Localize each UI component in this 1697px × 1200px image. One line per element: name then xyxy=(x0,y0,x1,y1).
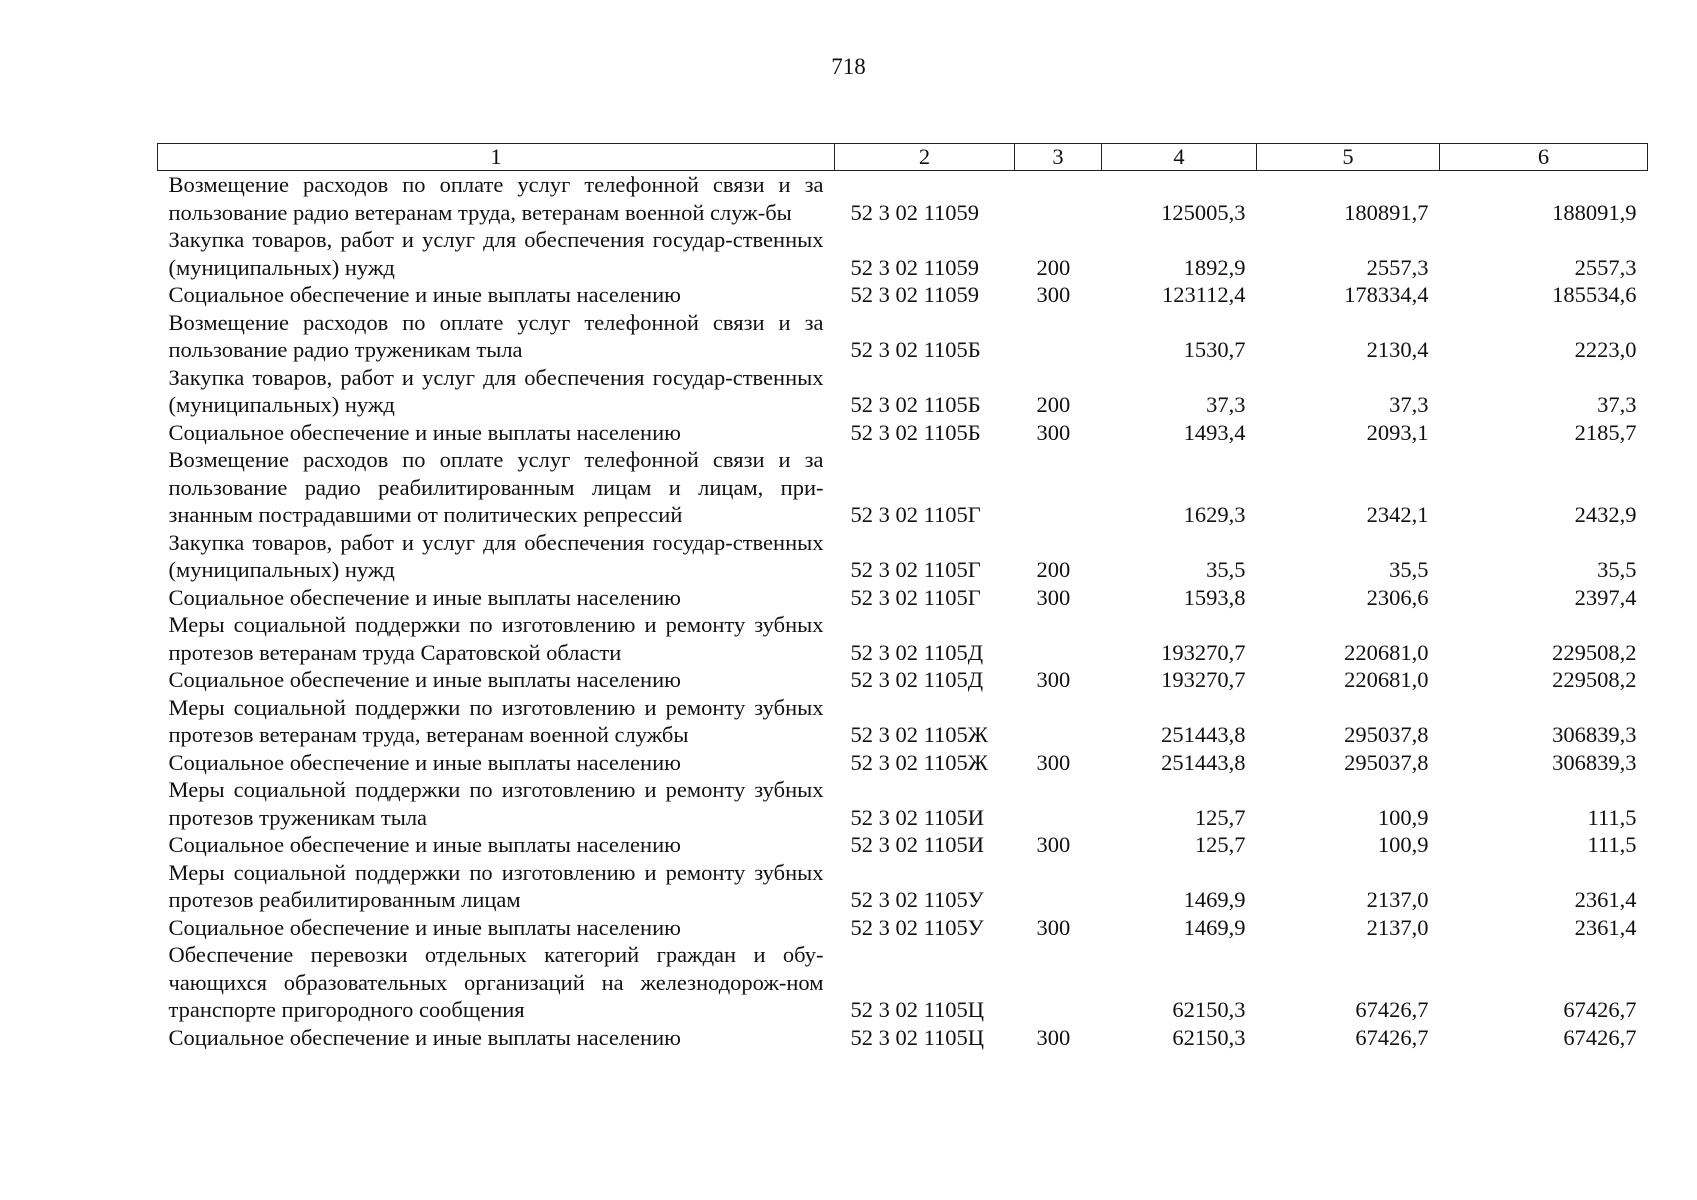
expense-type-cell xyxy=(1015,941,1102,1024)
item-name-cell: Возмещение расходов по оплате услуг телефонной связи и за пользование радио реабилитированным лицам и лицам, при-знанным пострадавшими от политических репрессий xyxy=(168,447,824,527)
value-col6-cell: 2432,9 xyxy=(1574,502,1637,527)
target-code-cell: 52 3 02 11059 xyxy=(850,282,980,307)
table-row xyxy=(158,309,1648,364)
table-row xyxy=(158,226,1648,281)
value-col4-cell: 62150,3 xyxy=(1172,997,1246,1022)
value-col4-cell: 125,7 xyxy=(1194,832,1246,857)
column-header-5: 5 xyxy=(1257,144,1440,171)
value-col6-cell: 2185,7 xyxy=(1574,419,1637,445)
item-name-cell: Меры социальной поддержки по изготовлению и ремонту зубных протезов реабилитированным лицам xyxy=(168,859,824,912)
value-col5-cell: 37,3 xyxy=(1389,392,1429,417)
target-code-cell: 52 3 02 1105Ц xyxy=(850,1024,985,1050)
value-col6-cell: 67426,7 xyxy=(1563,1024,1637,1050)
value-col5-cell: 67426,7 xyxy=(1355,1024,1429,1050)
item-name-cell: Меры социальной поддержки по изготовлению и ремонту зубных протезов труженикам тыла xyxy=(168,777,824,830)
target-code-cell: 52 3 02 1105Г xyxy=(850,557,981,582)
value-col4-cell: 1493,4 xyxy=(1183,419,1246,445)
item-name-cell: Социальное обеспечение и иные выплаты населению xyxy=(168,282,681,307)
target-code-cell: 52 3 02 1105Б xyxy=(850,419,981,445)
value-col6-cell: 188091,9 xyxy=(1552,199,1637,225)
value-col5-cell: 295037,8 xyxy=(1344,749,1429,775)
value-col5-cell: 220681,0 xyxy=(1344,639,1429,665)
column-header-4: 4 xyxy=(1102,144,1257,171)
value-col4-cell: 37,3 xyxy=(1206,392,1246,417)
value-col4-cell: 125,7 xyxy=(1194,804,1246,830)
value-col5-cell: 2093,1 xyxy=(1366,419,1429,445)
target-code-cell: 52 3 02 1105Г xyxy=(850,502,981,527)
value-col5-cell: 2306,6 xyxy=(1366,584,1429,610)
table-row xyxy=(158,941,1648,1024)
expense-type-cell: 300 xyxy=(1036,282,1071,307)
expense-type-cell: 300 xyxy=(1036,1024,1071,1050)
value-col5-cell: 178334,4 xyxy=(1344,282,1429,307)
target-code-cell: 52 3 02 1105Д xyxy=(850,667,984,692)
column-header-2: 2 xyxy=(835,144,1015,171)
value-col5-cell: 35,5 xyxy=(1389,557,1429,582)
expense-type-cell: 300 xyxy=(1036,667,1071,692)
table-row xyxy=(158,776,1648,831)
expense-type-cell: 300 xyxy=(1036,584,1071,610)
table-row xyxy=(158,694,1648,749)
target-code-cell: 52 3 02 1105Б xyxy=(850,392,981,417)
target-code-cell: 52 3 02 1105Д xyxy=(850,639,984,665)
table-row xyxy=(158,446,1648,529)
value-col6-cell: 2557,3 xyxy=(1574,254,1637,280)
value-col5-cell: 100,9 xyxy=(1377,804,1429,830)
value-col5-cell: 100,9 xyxy=(1377,832,1429,857)
value-col6-cell: 2361,4 xyxy=(1574,914,1637,940)
budget-table xyxy=(157,143,1648,1051)
value-col6-cell: 306839,3 xyxy=(1552,749,1637,775)
table-row xyxy=(158,1024,1648,1052)
table-row xyxy=(158,831,1648,859)
expense-type-cell xyxy=(1015,776,1102,831)
expense-type-cell xyxy=(1015,309,1102,364)
target-code-cell: 52 3 02 1105И xyxy=(850,804,985,830)
target-code-cell: 52 3 02 11059 xyxy=(850,254,980,280)
table-row xyxy=(158,281,1648,309)
value-col4-cell: 193270,7 xyxy=(1161,667,1246,692)
item-name-cell: Социальное обеспечение и иные выплаты населению xyxy=(168,667,681,692)
expense-type-cell: 300 xyxy=(1036,914,1071,940)
value-col4-cell: 1892,9 xyxy=(1183,254,1246,280)
column-header-6: 6 xyxy=(1440,144,1648,171)
table-row xyxy=(158,611,1648,666)
value-col4-cell: 1629,3 xyxy=(1183,502,1246,527)
value-col6-cell: 229508,2 xyxy=(1552,639,1637,665)
item-name-cell: Меры социальной поддержки по изготовлению и ремонту зубных протезов ветеранам труда Саратовской области xyxy=(168,612,824,665)
value-col6-cell: 306839,3 xyxy=(1552,722,1637,747)
value-col4-cell: 1469,9 xyxy=(1183,914,1246,940)
table-row xyxy=(158,419,1648,447)
value-col6-cell: 229508,2 xyxy=(1552,667,1637,692)
item-name-cell: Возмещение расходов по оплате услуг телефонной связи и за пользование радио труженикам тыла xyxy=(168,309,824,362)
item-name-cell: Меры социальной поддержки по изготовлению и ремонту зубных протезов ветеранам труда, ветеранам военной службы xyxy=(168,694,824,747)
value-col4-cell: 125005,3 xyxy=(1161,199,1246,225)
value-col6-cell: 67426,7 xyxy=(1563,997,1637,1022)
value-col4-cell: 1530,7 xyxy=(1183,337,1246,362)
expense-type-cell: 300 xyxy=(1036,419,1071,445)
item-name-cell: Закупка товаров, работ и услуг для обеспечения государ-ственных (муниципальных) нужд xyxy=(168,227,824,280)
value-col4-cell: 62150,3 xyxy=(1172,1024,1246,1050)
value-col4-cell: 193270,7 xyxy=(1161,639,1246,665)
value-col5-cell: 67426,7 xyxy=(1355,997,1429,1022)
column-header-3: 3 xyxy=(1015,144,1102,171)
expense-type-cell xyxy=(1015,611,1102,666)
expense-type-cell xyxy=(1015,171,1102,227)
target-code-cell: 52 3 02 1105Г xyxy=(850,584,981,610)
value-col6-cell: 185534,6 xyxy=(1552,282,1637,307)
expense-type-cell xyxy=(1015,446,1102,529)
item-name-cell: Закупка товаров, работ и услуг для обеспечения государ-ственных (муниципальных) нужд xyxy=(168,364,824,417)
value-col5-cell: 220681,0 xyxy=(1344,667,1429,692)
item-name-cell: Социальное обеспечение и иные выплаты населению xyxy=(168,419,681,445)
expense-type-cell: 300 xyxy=(1036,832,1071,857)
value-col4-cell: 35,5 xyxy=(1206,557,1246,582)
value-col6-cell: 2361,4 xyxy=(1574,887,1637,912)
target-code-cell: 52 3 02 1105Ц xyxy=(850,997,985,1022)
value-col6-cell: 2397,4 xyxy=(1574,584,1637,610)
item-name-cell: Обеспечение перевозки отдельных категорий граждан и обу-чающихся образовательных организаций на железнодорож-ном транспорте пригородного сообщения xyxy=(168,942,824,1022)
value-col5-cell: 2130,4 xyxy=(1366,337,1429,362)
table-row xyxy=(158,749,1648,777)
expense-type-cell xyxy=(1015,694,1102,749)
table-row xyxy=(158,529,1648,584)
table-row xyxy=(158,364,1648,419)
table-row xyxy=(158,914,1648,942)
item-name-cell: Социальное обеспечение и иные выплаты населению xyxy=(168,584,681,610)
value-col5-cell: 295037,8 xyxy=(1344,722,1429,747)
item-name-cell: Закупка товаров, работ и услуг для обеспечения государ-ственных (муниципальных) нужд xyxy=(168,529,824,582)
value-col4-cell: 1593,8 xyxy=(1183,584,1246,610)
column-header-1: 1 xyxy=(158,144,835,171)
value-col5-cell: 2557,3 xyxy=(1366,254,1429,280)
item-name-cell: Социальное обеспечение и иные выплаты населению xyxy=(168,914,681,940)
table-row xyxy=(158,666,1648,694)
value-col4-cell: 123112,4 xyxy=(1161,282,1246,307)
value-col5-cell: 2137,0 xyxy=(1366,914,1429,940)
value-col4-cell: 251443,8 xyxy=(1161,749,1246,775)
target-code-cell: 52 3 02 11059 xyxy=(850,199,980,225)
value-col6-cell: 37,3 xyxy=(1597,392,1637,417)
item-name-cell: Социальное обеспечение и иные выплаты населению xyxy=(168,749,681,775)
expense-type-cell: 200 xyxy=(1036,392,1071,417)
expense-type-cell: 300 xyxy=(1036,749,1071,775)
expense-type-cell: 200 xyxy=(1036,254,1071,280)
item-name-cell: Социальное обеспечение и иные выплаты населению xyxy=(168,832,681,857)
value-col5-cell: 180891,7 xyxy=(1344,199,1429,225)
target-code-cell: 52 3 02 1105Ж xyxy=(850,749,988,775)
value-col5-cell: 2137,0 xyxy=(1366,887,1429,912)
table-row xyxy=(158,584,1648,612)
target-code-cell: 52 3 02 1105У xyxy=(850,914,984,940)
page-number: 718 xyxy=(831,54,866,79)
value-col6-cell: 35,5 xyxy=(1597,557,1637,582)
value-col6-cell: 111,5 xyxy=(1587,804,1637,830)
value-col4-cell: 1469,9 xyxy=(1183,887,1246,912)
value-col6-cell: 2223,0 xyxy=(1574,337,1637,362)
table-row xyxy=(158,859,1648,914)
value-col5-cell: 2342,1 xyxy=(1366,502,1429,527)
target-code-cell: 52 3 02 1105У xyxy=(850,887,984,912)
item-name-cell: Возмещение расходов по оплате услуг телефонной связи и за пользование радио ветеранам труда, ветеранам военной служ-бы xyxy=(168,172,824,225)
target-code-cell: 52 3 02 1105И xyxy=(850,832,985,857)
table-body xyxy=(158,171,1648,1052)
expense-type-cell: 200 xyxy=(1036,557,1071,582)
table-row xyxy=(158,171,1648,227)
value-col6-cell: 111,5 xyxy=(1587,832,1637,857)
expense-type-cell xyxy=(1015,859,1102,914)
value-col4-cell: 251443,8 xyxy=(1161,722,1246,747)
table-header-row xyxy=(158,144,1648,171)
target-code-cell: 52 3 02 1105Б xyxy=(850,337,981,362)
item-name-cell: Социальное обеспечение и иные выплаты населению xyxy=(168,1024,681,1050)
target-code-cell: 52 3 02 1105Ж xyxy=(850,722,988,747)
